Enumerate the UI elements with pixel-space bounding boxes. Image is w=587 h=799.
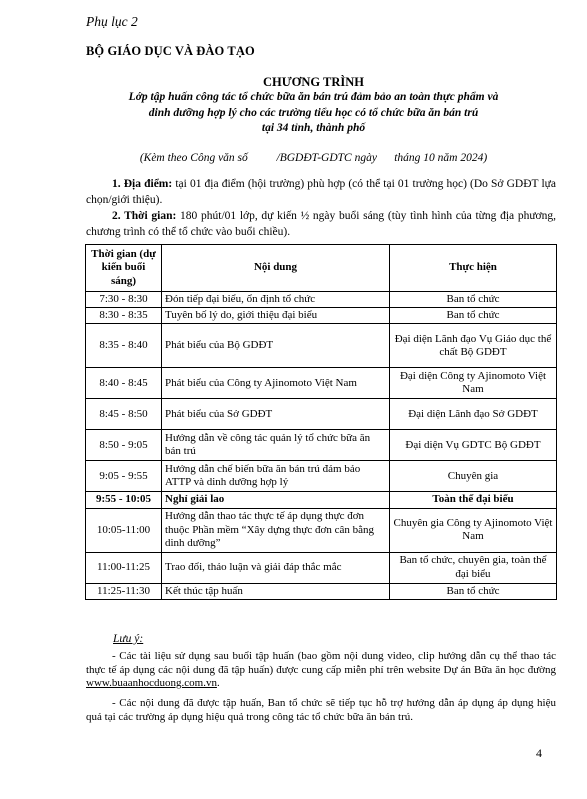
- row-content: Trao đổi, thảo luận và giải đáp thắc mắc: [162, 552, 390, 583]
- program-subtitle-line1: Lớp tập huấn công tác tổ chức bữa ăn bán trú đảm bảo an toàn thực phẩm và: [128, 91, 499, 103]
- header-content: Nội dung: [162, 245, 390, 292]
- row-content: Đón tiếp đại biểu, ổn định tổ chức: [162, 292, 390, 308]
- row-time: 9:55 - 10:05: [86, 492, 162, 508]
- table-row: [86, 583, 557, 599]
- table-row: [86, 399, 557, 430]
- row-content: Hướng dẫn chế biến bữa ăn bán trú đảm bảo ATTP và dinh dưỡng hợp lý: [162, 461, 390, 492]
- time-text: 180 phút/01 lớp, dự kiến ½ ngày buổi sáng (tùy tình hình của từng địa phương, chương trình có thể tổ chức vào buổi chiều).: [86, 210, 557, 238]
- table-row: [86, 292, 557, 308]
- program-subtitle: [70, 90, 557, 137]
- row-time: 8:40 - 8:45: [86, 368, 162, 399]
- row-content: Hướng dẫn về công tác quản lý tổ chức bữa ăn bán trú: [162, 430, 390, 461]
- program-subtitle-line3: tại 34 tỉnh, thành phố: [261, 122, 366, 134]
- row-content: Hướng dẫn thao tác thực tế áp dụng thực đơn thuộc Phần mềm “Xây dựng thực đơn cân bằng dinh dưỡng”: [162, 508, 390, 552]
- row-time: 10:05-11:00: [86, 508, 162, 552]
- row-time: 8:30 - 8:35: [86, 308, 162, 324]
- row-content: Phát biểu của Công ty Ajinomoto Việt Nam: [162, 368, 390, 399]
- time-label: 2. Thời gian:: [112, 210, 177, 222]
- row-executor: Chuyên gia: [390, 461, 557, 492]
- row-executor: Ban tổ chức: [390, 292, 557, 308]
- header-executor: Thực hiện: [390, 245, 557, 292]
- schedule-table: [85, 244, 557, 600]
- note-2: - Các nội dung đã được tập huấn, Ban tổ chức sẽ tiếp tục hỗ trợ hướng dẫn áp dụng áp dụng hiệu quả tại các trường áp dụng hiệu quả trong công tác tổ chức bữa ăn bán trú.: [86, 697, 556, 723]
- row-content: Tuyên bố lý do, giới thiệu đại biểu: [162, 308, 390, 324]
- program-subtitle-line2: dinh dưỡng hợp lý cho các trường tiểu học có tổ chức bữa ăn bán trú: [148, 106, 479, 119]
- note-1-end: .: [216, 677, 220, 689]
- attached-document-note: (Kèm theo Công văn số /BGDĐT-GDTC ngày tháng 10 năm 2024): [139, 152, 488, 164]
- time-paragraph: [86, 209, 556, 240]
- table-row: [86, 324, 557, 368]
- program-title: CHƯƠNG TRÌNH: [262, 75, 365, 89]
- row-content: Phát biểu của Sở GDĐT: [162, 399, 390, 430]
- project-website-link[interactable]: www.buaanhocduong.com.vn: [86, 677, 217, 689]
- table-row: [86, 368, 557, 399]
- row-executor: Đại diện Công ty Ajinomoto Việt Nam: [390, 368, 557, 399]
- table-row: [86, 552, 557, 583]
- location-paragraph: [86, 177, 556, 208]
- row-executor: Đại diện Lãnh đạo Vụ Giáo dục thể chất Bộ GDĐT: [390, 324, 557, 368]
- table-row: [86, 430, 557, 461]
- row-executor: Toàn thể đại biểu: [390, 492, 557, 508]
- row-time: 9:05 - 9:55: [86, 461, 162, 492]
- row-time: 8:45 - 8:50: [86, 399, 162, 430]
- row-time: 8:50 - 9:05: [86, 430, 162, 461]
- notes-title: Lưu ý:: [113, 633, 144, 645]
- row-time: 8:35 - 8:40: [86, 324, 162, 368]
- row-time: 11:00-11:25: [86, 552, 162, 583]
- row-executor: Ban tổ chức: [390, 308, 557, 324]
- location-label: 1. Địa điểm:: [112, 178, 173, 190]
- row-executor: Đại diện Vụ GDTC Bộ GDĐT: [390, 430, 557, 461]
- note-1: [86, 650, 556, 691]
- note-1-text: - Các tài liệu sử dụng sau buổi tập huấn (bao gồm nội dung video, clip hướng dẫn cụ thể thao tác thực tế áp dụng các nội dung đã tập huấn) được cung cấp miễn phí trên website Dự án Bữa ăn học đường: [86, 650, 556, 676]
- page-number: 4: [536, 746, 542, 760]
- row-executor: Ban tổ chức, chuyên gia, toàn thể đại biểu: [390, 552, 557, 583]
- row-time: 7:30 - 8:30: [86, 292, 162, 308]
- ministry-name: BỘ GIÁO DỤC VÀ ĐÀO TẠO: [86, 44, 255, 58]
- row-content: Nghỉ giải lao: [162, 492, 390, 508]
- row-content: Kết thúc tập huấn: [162, 583, 390, 599]
- table-row: [86, 461, 557, 492]
- row-executor: Đại diện Lãnh đạo Sở GDĐT: [390, 399, 557, 430]
- table-row: [86, 508, 557, 552]
- row-executor: Ban tổ chức: [390, 583, 557, 599]
- row-executor: Chuyên gia Công ty Ajinomoto Việt Nam: [390, 508, 557, 552]
- schedule-header-row: [86, 245, 557, 292]
- table-row: [86, 492, 557, 508]
- row-content: Phát biểu của Bộ GDĐT: [162, 324, 390, 368]
- header-time: Thời gian (dự kiến buổi sáng): [86, 245, 162, 292]
- row-time: 11:25-11:30: [86, 583, 162, 599]
- table-row: [86, 308, 557, 324]
- location-text: tại 01 địa điểm (hội trường) phù hợp (có thể tại 01 trường học) (Do Sở GDĐT lựa chọn/giới thiệu).: [86, 178, 556, 206]
- appendix-label: Phụ lục 2: [86, 14, 138, 29]
